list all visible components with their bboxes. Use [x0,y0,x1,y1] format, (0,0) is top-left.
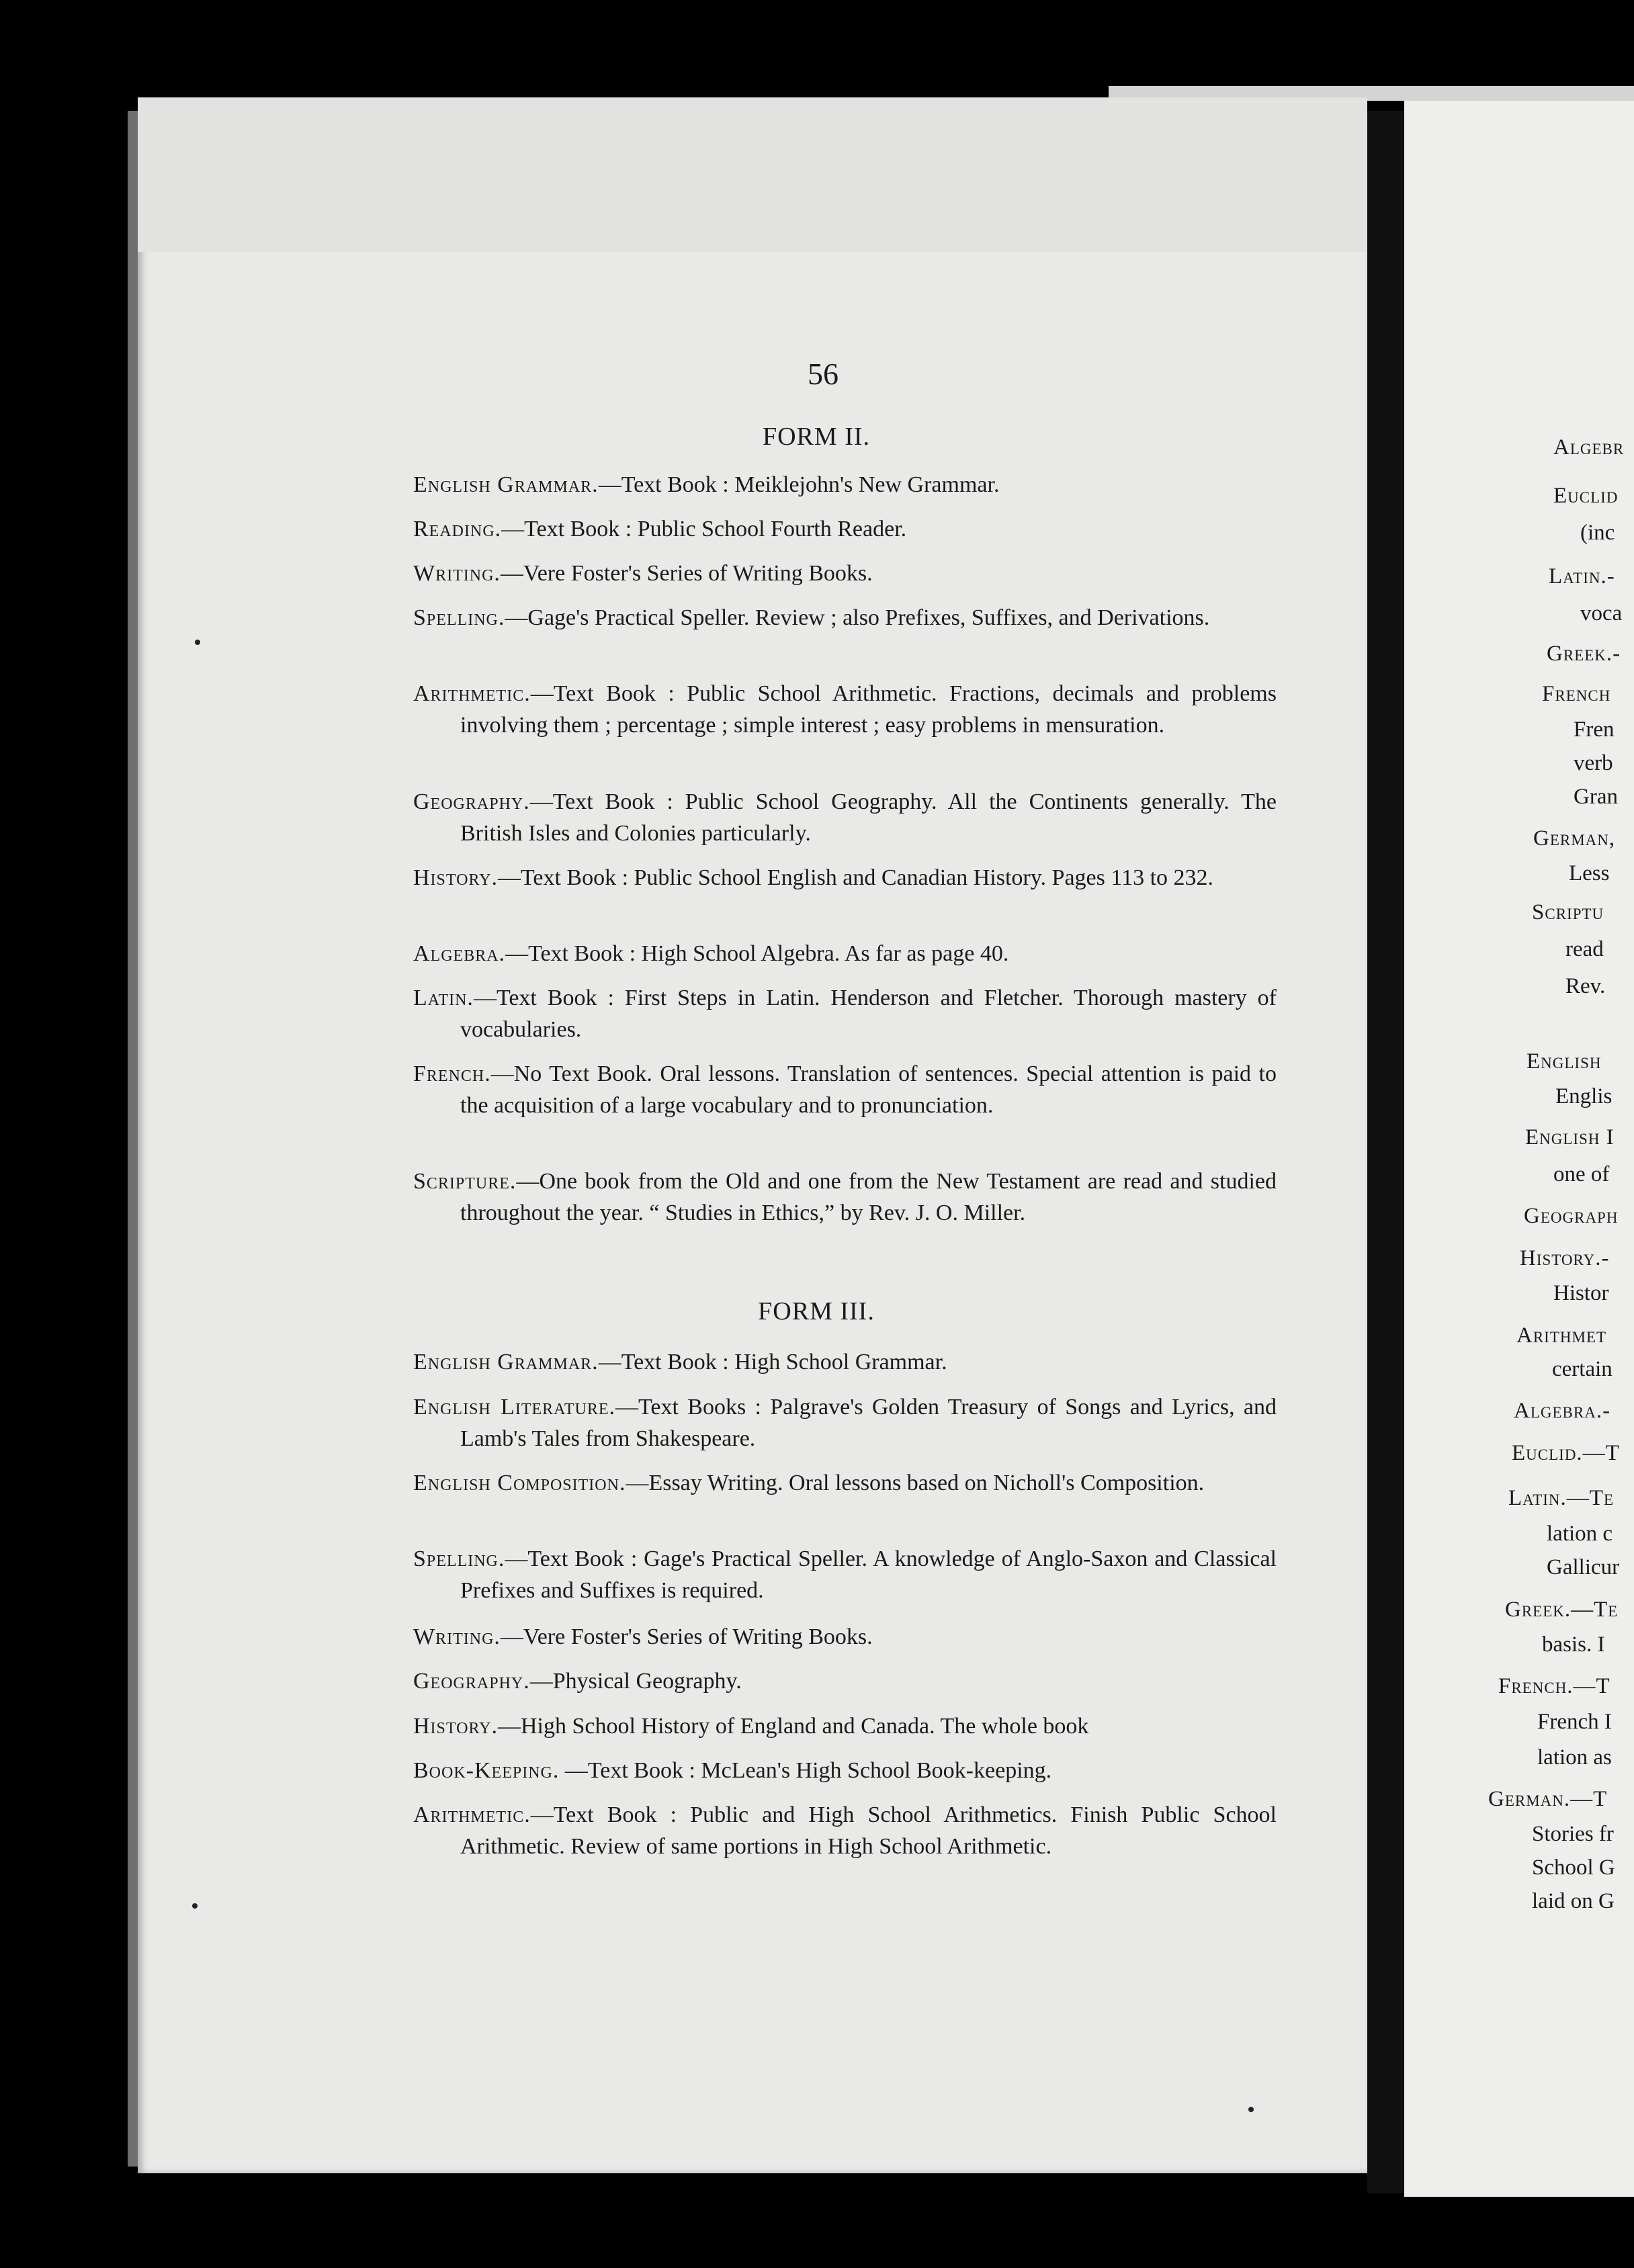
entry-subject: English Literature. [413,1395,616,1420]
entry-subject: Algebra. [413,941,506,966]
right-fragment: History.- [1520,1246,1610,1270]
form-ii-entry-reading [413,513,1277,545]
entry-text: —One book from the Old and one from the New Testament are read and studied throughout the year. “ Studies in Ethics,” by Rev. J. O. Miller. [460,1169,1277,1225]
entry-subject: Writing. [413,561,501,586]
right-fragment: Rev. [1565,974,1606,998]
entry-subject: Arithmetic. [413,1802,531,1827]
form-iii-entry-english-grammar [413,1346,1277,1378]
right-fragment: Scriptu [1532,900,1604,924]
right-fragment: Englis [1555,1084,1612,1108]
right-fragment: Histor [1553,1281,1609,1305]
form-iii-entry-writing [413,1621,1277,1653]
entry-subject: History. [413,865,498,890]
entry-subject: French. [413,1061,491,1086]
form-ii-entry-latin [413,982,1277,1045]
right-fragment: French I [1537,1710,1612,1734]
form-ii-heading: FORM II. [762,423,871,451]
entry-text: —Physical Geography. [529,1669,742,1694]
entry-subject: Geography. [413,1669,530,1694]
ink-speck [192,1903,198,1909]
form-ii-entry-writing [413,558,1277,589]
entry-text: —Vere Foster's Series of Writing Books. [500,561,873,586]
form-iii-entry-english-literature [413,1391,1277,1454]
entry-subject: English Composition. [413,1471,626,1495]
entry-text: —Vere Foster's Series of Writing Books. [500,1624,873,1649]
page-header-band [138,97,1367,252]
right-fragment: Fren [1574,717,1615,742]
right-fragment: basis. I [1542,1632,1605,1657]
form-iii-entry-geography [413,1665,1277,1697]
right-fragment: Less [1569,861,1610,885]
entry-subject: Writing. [413,1624,501,1649]
right-fragment: Algebra.- [1514,1399,1611,1423]
right-fragment: (inc [1580,521,1615,545]
right-fragment: lation as [1537,1745,1612,1770]
ink-speck [1248,2107,1254,2112]
right-fragment: Greek.—Te [1505,1598,1619,1622]
form-iii-entry-english-composition [413,1467,1277,1499]
entry-subject: Arithmetic. [413,681,531,706]
entry-subject: Spelling. [413,1546,505,1571]
right-fragment: German, [1533,826,1616,850]
right-fragment: Gallicur [1547,1555,1620,1579]
form-ii-entry-english-grammar [413,469,1277,500]
right-fragment: verb [1574,751,1613,775]
right-fragment: lation c [1547,1522,1613,1546]
entry-text: —Text Book : High School Grammar. [598,1350,947,1375]
entry-text: —Text Book : Public and High School Arithmetics. Finish Public School Arithmetic. Review of same portions in High School Arithmetic. [460,1802,1277,1859]
entry-text: —Text Book : First Steps in Latin. Henderson and Fletcher. Thorough mastery of vocabularies. [460,986,1277,1042]
form-iii-heading: FORM III. [758,1297,875,1325]
form-ii-entry-spelling [413,602,1277,634]
right-page-text [1404,101,1634,2197]
right-fragment: laid on G [1532,1889,1615,1913]
right-fragment: School G [1532,1856,1615,1880]
form-iii-entry-spelling [413,1543,1277,1606]
entry-subject: English Grammar. [413,1350,599,1375]
right-fragment: Greek.- [1547,642,1621,666]
form-ii-entry-history [413,862,1277,893]
entry-subject: History. [413,1714,498,1739]
form-iii-entry-book-keeping [413,1755,1277,1786]
right-fragment: read [1565,937,1604,961]
entry-text: —Text Book : Public School English and Canadian History. Pages 113 to 232. [497,865,1214,890]
right-fragment: Latin.—Te [1508,1486,1614,1510]
form-ii-entry-french [413,1058,1277,1121]
entry-text: —Text Book : Public School Geography. All the Continents generally. The British Isles and Colonies particularly. [460,789,1277,846]
right-fragment: certain [1552,1357,1612,1381]
entry-subject: Geography. [413,789,530,814]
form-ii-entry-algebra [413,938,1277,969]
entry-text: —No Text Book. Oral lessons. Translation of sentences. Special attention is paid to the acquisition of a large vocabulary and to pronunciation. [460,1061,1277,1118]
entry-subject: Scripture. [413,1169,517,1194]
ink-speck [195,640,200,645]
entry-text: —Gage's Practical Speller. Review ; also Prefixes, Suffixes, and Derivations. [505,605,1210,630]
form-ii-entry-arithmetic [413,678,1277,741]
right-fragment: German.—T [1488,1787,1608,1811]
entry-subject: Reading. [413,517,502,541]
right-fragment: English [1526,1049,1602,1074]
form-ii-entry-geography [413,786,1277,849]
entry-subject: Latin. [413,986,474,1010]
right-fragment: Arithmet [1516,1323,1607,1348]
entry-text: —Text Book : Gage's Practical Speller. A knowledge of Anglo-Saxon and Classical Prefixes and Suffixes is required. [460,1546,1277,1603]
right-fragment: English I [1525,1125,1615,1149]
right-fragment: Euclid.—T [1512,1441,1620,1465]
form-iii-entry-history [413,1710,1277,1742]
right-fragment: French.—T [1498,1674,1610,1698]
entry-text: —Essay Writing. Oral lessons based on Nicholl's Composition. [626,1471,1205,1495]
right-fragment: Geograph [1524,1204,1619,1228]
page-number: 56 [808,357,838,391]
right-fragment: Algebr [1553,435,1625,460]
entry-subject: Book-Keeping. [413,1758,560,1783]
form-iii-entry-arithmetic [413,1799,1277,1862]
book-gutter [1367,111,1404,2193]
entry-text: —Text Books : Palgrave's Golden Treasury of Songs and Lyrics, and Lamb's Tales from Shakespeare. [460,1395,1277,1451]
right-fragment: Stories fr [1532,1822,1614,1846]
right-fragment: Euclid [1553,484,1619,508]
right-fragment: one of [1553,1162,1610,1186]
entry-text: —High School History of England and Canada. The whole book [497,1714,1089,1739]
entry-text: —Text Book : High School Algebra. As far as page 40. [505,941,1009,966]
right-fragment: voca [1580,601,1623,625]
entry-text: —Text Book : Public School Fourth Reader. [501,517,907,541]
entry-text: —Text Book : McLean's High School Book-keeping. [559,1758,1052,1783]
entry-subject: English Grammar. [413,472,599,497]
right-fragment: Gran [1574,785,1618,809]
form-ii-entry-scripture [413,1166,1277,1229]
entry-text: —Text Book : Public School Arithmetic. Fractions, decimals and problems involving them ; percentage ; simple interest ; easy problems in mensuration. [460,681,1277,738]
right-fragment: Latin.- [1549,564,1615,588]
entry-text: —Text Book : Meiklejohn's New Grammar. [598,472,1000,497]
entry-subject: Spelling. [413,605,505,630]
right-fragment: French [1542,682,1611,706]
